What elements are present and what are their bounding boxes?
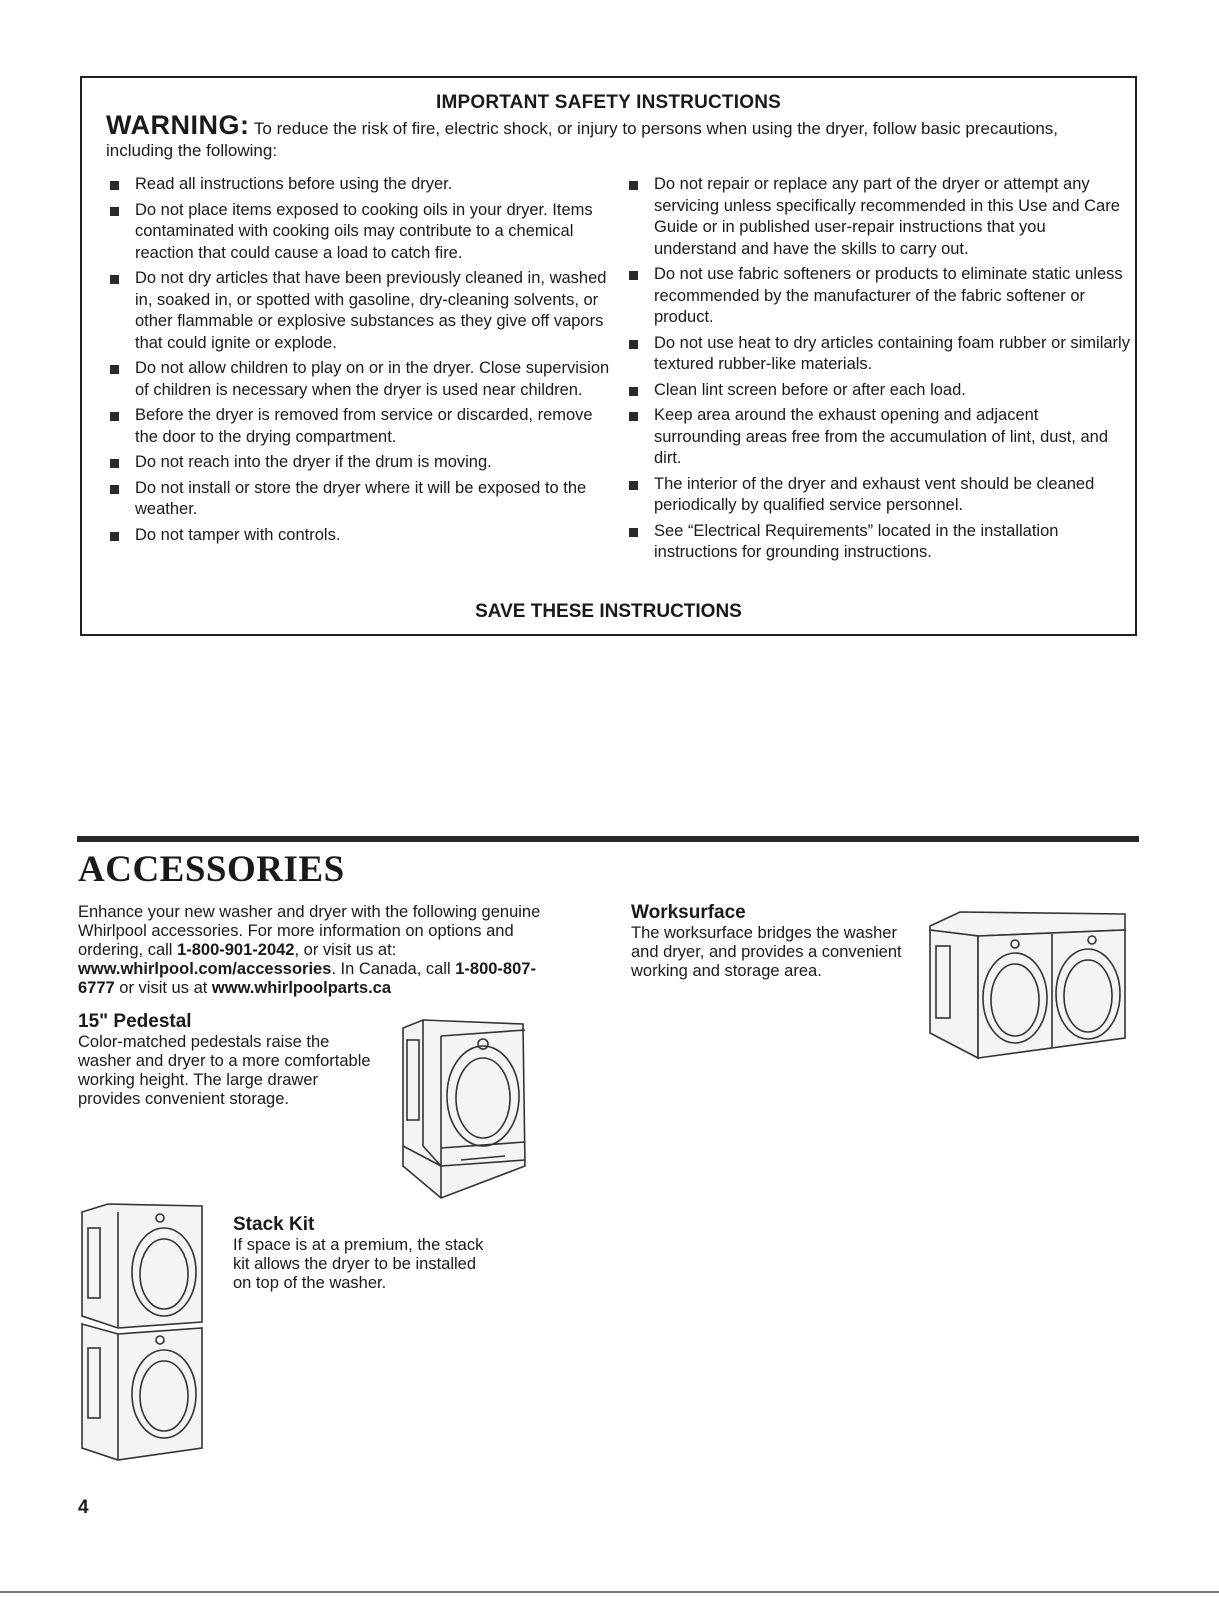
safety-item: Before the dryer is removed from service or discarded, remove the door to the drying compartment.	[106, 405, 611, 448]
square-bullet-icon	[110, 532, 119, 541]
url-us: www.whirlpool.com/accessories	[78, 960, 332, 978]
accessories-intro: Enhance your new washer and dryer with the following genuine Whirlpool accessories. For more information on options and ordering, call 1-800-901-2042, or visit us at: www.whirlpool.com/accessories. In Canada, call 1-800-807-6777 or visit us at www.whirlpoolparts.ca	[78, 903, 541, 997]
safety-item: Do not tamper with controls.	[106, 525, 611, 547]
square-bullet-icon	[110, 459, 119, 468]
warning-text: To reduce the risk of fire, electric shock, or injury to persons when using the dryer, follow basic precautions, including the following:	[106, 119, 1059, 160]
stack-kit-description: If space is at a premium, the stack kit allows the dryer to be installed on top of the washer.	[233, 1236, 484, 1292]
pedestal-title: 15" Pedestal	[78, 1011, 192, 1032]
square-bullet-icon	[110, 207, 119, 216]
worksurface-title: Worksurface	[631, 902, 746, 923]
save-instructions-title: SAVE THESE INSTRUCTIONS	[475, 601, 742, 622]
worksurface-illustration	[920, 908, 1130, 1063]
safety-item: Do not allow children to play on or in the dryer. Close supervision of children is necessary when the dryer is used near children.	[106, 358, 611, 401]
pedestal-dryer-illustration	[383, 1016, 533, 1206]
safety-item: See “Electrical Requirements” located in the installation instructions for grounding instructions.	[625, 521, 1130, 564]
safety-title: IMPORTANT SAFETY INSTRUCTIONS	[436, 92, 781, 113]
square-bullet-icon	[110, 181, 119, 190]
square-bullet-icon	[110, 275, 119, 284]
warning-word: WARNING:	[106, 110, 250, 140]
safety-item: Do not use fabric softeners or products to eliminate static unless recommended by the manufacturer of the fabric softener or product.	[625, 264, 1130, 329]
worksurface-item	[631, 902, 911, 981]
safety-item: Do not repair or replace any part of the dryer or attempt any servicing unless specifically recommended in this Use and Care Guide or in published user-repair instructions that you understand and have the skills to carry out.	[625, 174, 1130, 260]
section-divider	[77, 836, 1139, 842]
page-bottom-edge	[0, 1591, 1219, 1593]
square-bullet-icon	[629, 181, 638, 190]
square-bullet-icon	[110, 365, 119, 374]
square-bullet-icon	[110, 485, 119, 494]
safety-left-column	[106, 174, 611, 550]
square-bullet-icon	[629, 528, 638, 537]
square-bullet-icon	[629, 271, 638, 280]
stack-kit-item	[233, 1214, 493, 1293]
safety-item: Do not reach into the dryer if the drum is moving.	[106, 452, 611, 474]
square-bullet-icon	[629, 481, 638, 490]
pedestal-item	[78, 1011, 378, 1109]
worksurface-description: The worksurface bridges the washer and dryer, and provides a convenient working and storage area.	[631, 924, 902, 980]
safety-right-column	[625, 174, 1130, 568]
safety-item: Do not dry articles that have been previously cleaned in, washed in, soaked in, or spotted with gasoline, dry-cleaning solvents, or other flammable or explosive substances as they give off vapors that could ignite or explode.	[106, 268, 611, 354]
safety-item: Clean lint screen before or after each load.	[625, 380, 1130, 402]
warning-paragraph	[106, 110, 1117, 162]
safety-item: Do not install or store the dryer where it will be exposed to the weather.	[106, 478, 611, 521]
safety-item: The interior of the dryer and exhaust vent should be cleaned periodically by qualified service personnel.	[625, 474, 1130, 517]
safety-item: Read all instructions before using the dryer.	[106, 174, 611, 196]
url-ca: www.whirlpoolparts.ca	[211, 979, 392, 997]
safety-item: Do not use heat to dry articles containing foam rubber or similarly textured rubber-like materials.	[625, 333, 1130, 376]
accessories-title: ACCESSORIES	[78, 849, 345, 890]
square-bullet-icon	[629, 340, 638, 349]
safety-item: Do not place items exposed to cooking oils in your dryer. Items contaminated with cooking oils may contribute to a chemical reaction that could cause a load to catch fire.	[106, 200, 611, 265]
stack-kit-title: Stack Kit	[233, 1214, 315, 1235]
square-bullet-icon	[110, 412, 119, 421]
safety-instructions-box	[80, 76, 1137, 636]
phone-ca: 1-800-807-6777	[78, 960, 536, 997]
square-bullet-icon	[629, 387, 638, 396]
stack-kit-illustration	[78, 1200, 208, 1462]
page-number: 4	[78, 1497, 89, 1518]
pedestal-description: Color-matched pedestals raise the washer and dryer to a more comfortable working height. The large drawer provides convenient storage.	[78, 1033, 371, 1108]
safety-item: Keep area around the exhaust opening and adjacent surrounding areas free from the accumulation of lint, dust, and dirt.	[625, 405, 1130, 470]
phone-us: 1-800-901-2042	[177, 941, 295, 959]
square-bullet-icon	[629, 412, 638, 421]
